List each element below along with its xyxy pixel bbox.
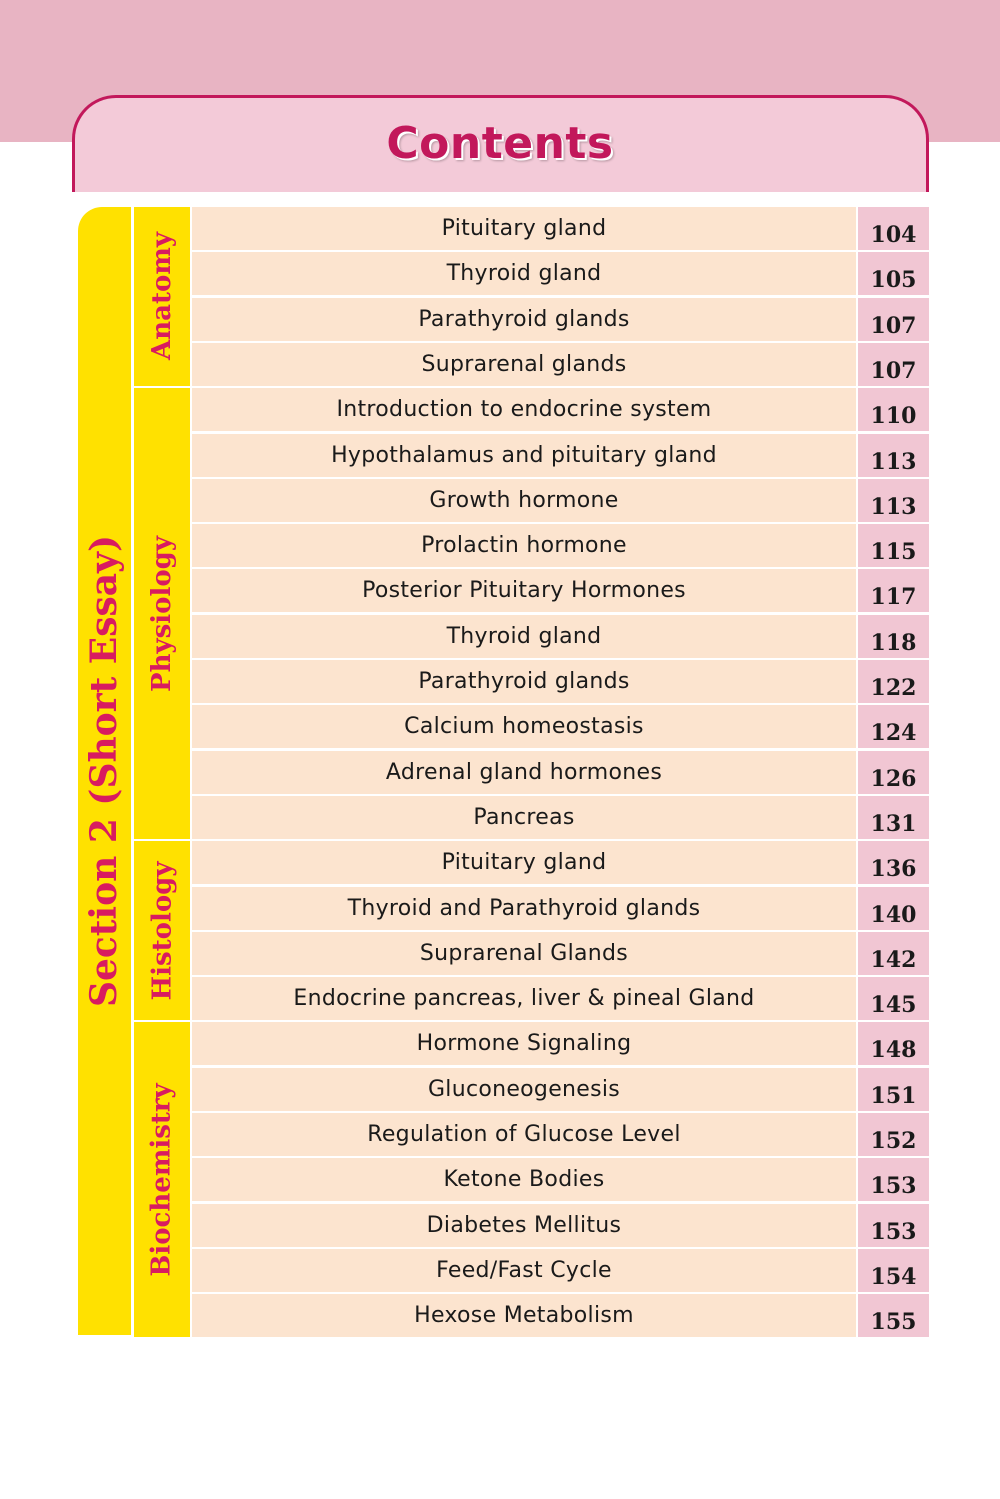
subject-label-biochemistry: [134, 1022, 190, 1337]
toc-page-number: 136: [858, 841, 929, 884]
toc-page-number: 155: [858, 1294, 929, 1337]
toc-topic: Growth hormone: [192, 479, 856, 522]
toc-row[interactable]: [192, 932, 929, 975]
page-title: Contents: [386, 118, 614, 169]
toc-row[interactable]: [192, 569, 929, 612]
toc-row[interactable]: [192, 705, 929, 748]
subject-label-text: Biochemistry: [147, 1083, 177, 1277]
toc-topic: Suprarenal Glands: [192, 932, 856, 975]
toc-page-number: 115: [858, 524, 929, 567]
toc-page-number: 124: [858, 705, 929, 748]
toc-topic: Calcium homeostasis: [192, 705, 856, 748]
subject-label-text: Histology: [147, 861, 177, 1001]
toc-page-number: 122: [858, 660, 929, 703]
subject-label-text: Anatomy: [147, 232, 177, 361]
toc-topic: Suprarenal glands: [192, 343, 856, 386]
subject-label-histology: [134, 841, 190, 1020]
toc-row[interactable]: [192, 1022, 929, 1065]
toc-page-number: 154: [858, 1249, 929, 1292]
toc-topic: Prolactin hormone: [192, 524, 856, 567]
toc-page-number: 145: [858, 977, 929, 1020]
toc-row[interactable]: [192, 1294, 929, 1337]
toc-row[interactable]: [192, 1113, 929, 1156]
toc-topic: Endocrine pancreas, liver & pineal Gland: [192, 977, 856, 1020]
toc-row[interactable]: [192, 796, 929, 839]
toc-topic: Parathyroid glands: [192, 660, 856, 703]
toc-page-number: 126: [858, 751, 929, 794]
toc-topic: Thyroid gland: [192, 615, 856, 658]
toc-row[interactable]: [192, 479, 929, 522]
toc-page-number: 105: [858, 252, 929, 295]
toc-row[interactable]: [192, 751, 929, 794]
toc-topic: Introduction to endocrine system: [192, 388, 856, 431]
toc-row[interactable]: [192, 887, 929, 930]
toc-row[interactable]: [192, 841, 929, 884]
toc-page-number: 107: [858, 298, 929, 341]
section-label: [78, 207, 131, 1335]
toc-row[interactable]: [192, 1204, 929, 1247]
toc-page-number: 113: [858, 434, 929, 477]
toc-page-number: 153: [858, 1158, 929, 1201]
section-label-text: Section 2 (Short Essay): [83, 534, 126, 1008]
toc-page-number: 117: [858, 569, 929, 612]
toc-page-number: 113: [858, 479, 929, 522]
toc-row[interactable]: [192, 1068, 929, 1111]
toc-topic: Thyroid gland: [192, 252, 856, 295]
toc-row[interactable]: [192, 298, 929, 341]
toc-row[interactable]: [192, 1249, 929, 1292]
toc-page-number: 110: [858, 388, 929, 431]
toc-page-number: 142: [858, 932, 929, 975]
toc-page-number: 131: [858, 796, 929, 839]
toc-topic: Hexose Metabolism: [192, 1294, 856, 1337]
toc-row[interactable]: [192, 252, 929, 295]
toc-topic: Feed/Fast Cycle: [192, 1249, 856, 1292]
toc-topic: Gluconeogenesis: [192, 1068, 856, 1111]
toc-topic: Hypothalamus and pituitary gland: [192, 434, 856, 477]
subject-label-text: Physiology: [147, 535, 177, 692]
toc-row[interactable]: [192, 388, 929, 431]
toc-topic: Thyroid and Parathyroid glands: [192, 887, 856, 930]
toc-row[interactable]: [192, 660, 929, 703]
toc-topic: Ketone Bodies: [192, 1158, 856, 1201]
toc-row[interactable]: [192, 1158, 929, 1201]
toc-topic: Posterior Pituitary Hormones: [192, 569, 856, 612]
toc-row[interactable]: [192, 524, 929, 567]
toc-row[interactable]: [192, 434, 929, 477]
toc-topic: Adrenal gland hormones: [192, 751, 856, 794]
toc-topic: Pituitary gland: [192, 841, 856, 884]
toc-topic: Hormone Signaling: [192, 1022, 856, 1065]
toc-page-number: 118: [858, 615, 929, 658]
toc-row[interactable]: [192, 343, 929, 386]
toc-topic: Parathyroid glands: [192, 298, 856, 341]
toc-topic: Diabetes Mellitus: [192, 1204, 856, 1247]
subject-label-physiology: [134, 388, 190, 839]
toc-page-number: 148: [858, 1022, 929, 1065]
toc-page-number: 104: [858, 207, 929, 250]
toc-topic: Pituitary gland: [192, 207, 856, 250]
toc-page-number: 153: [858, 1204, 929, 1247]
subject-label-anatomy: [134, 207, 190, 386]
toc-row[interactable]: [192, 207, 929, 250]
toc-page-number: 140: [858, 887, 929, 930]
toc-row[interactable]: [192, 977, 929, 1020]
toc-topic: Regulation of Glucose Level: [192, 1113, 856, 1156]
toc-topic: Pancreas: [192, 796, 856, 839]
toc-page-number: 151: [858, 1068, 929, 1111]
toc-page-number: 107: [858, 343, 929, 386]
toc-page-number: 152: [858, 1113, 929, 1156]
toc-row[interactable]: [192, 615, 929, 658]
